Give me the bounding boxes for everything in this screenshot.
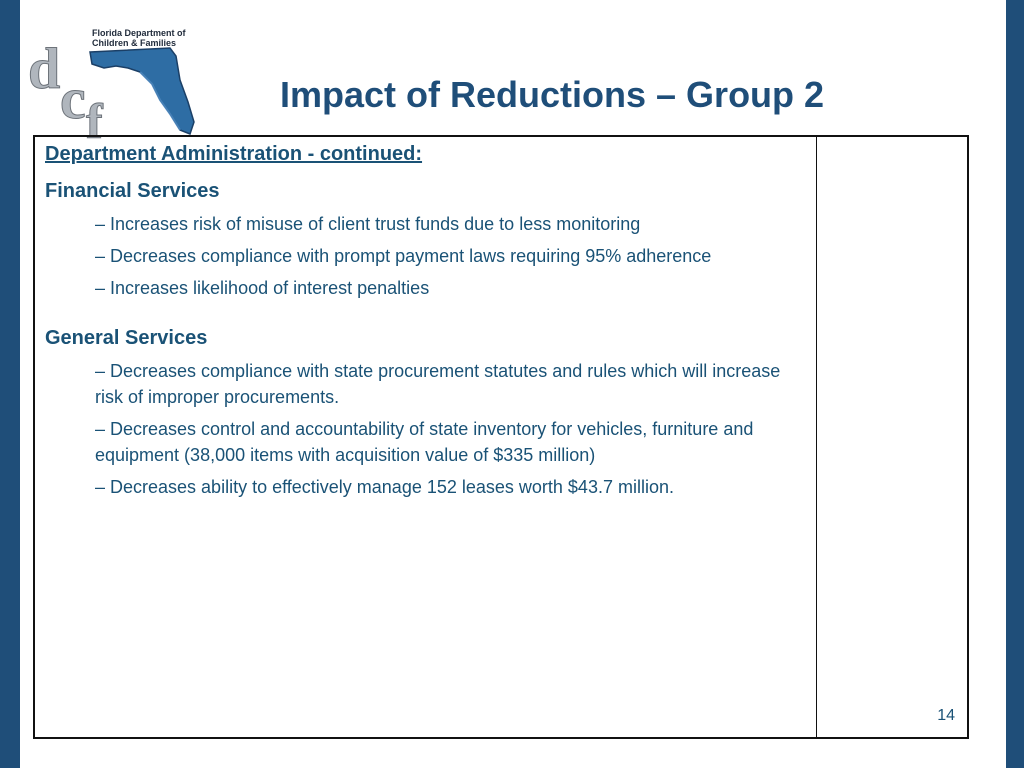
list-item: – Decreases control and accountability of state inventory for vehicles, furniture and equipment (38,000 items with acquisition value of $335 million) — [95, 419, 754, 465]
group-financial-services — [45, 180, 806, 301]
logo-org-line2: Children & Families — [92, 38, 177, 48]
list-item: – Increases likelihood of interest penalties — [95, 278, 430, 298]
logo-letter-d: d — [28, 36, 61, 101]
logo-letter-c: c — [60, 66, 86, 131]
group-heading: Financial Services — [45, 180, 220, 202]
slide — [20, 0, 1006, 768]
content-main-cell — [35, 137, 817, 737]
logo-caption — [92, 28, 202, 48]
dcf-logo — [20, 10, 210, 140]
list-item: – Decreases compliance with state procurement statutes and rules which will increase risk of improper procurements. — [95, 361, 781, 407]
content-table — [33, 135, 969, 739]
logo-org-line1: Florida Department of — [92, 28, 186, 38]
logo-letter-f: f — [86, 93, 103, 140]
bullet-list — [45, 358, 806, 500]
slide-title: Impact of Reductions – Group 2 — [280, 74, 825, 115]
list-item: – Decreases compliance with prompt payment laws requiring 95% adherence — [95, 246, 712, 266]
section-heading: Department Administration - continued: — [45, 143, 423, 165]
list-item: – Increases risk of misuse of client trust funds due to less monitoring — [95, 214, 641, 234]
page-number: 14 — [937, 707, 955, 724]
bullet-list — [45, 211, 806, 301]
content-side-cell — [817, 137, 967, 737]
group-general-services — [45, 327, 806, 500]
group-heading: General Services — [45, 327, 208, 349]
list-item: – Decreases ability to effectively manage 152 leases worth $43.7 million. — [95, 477, 674, 497]
